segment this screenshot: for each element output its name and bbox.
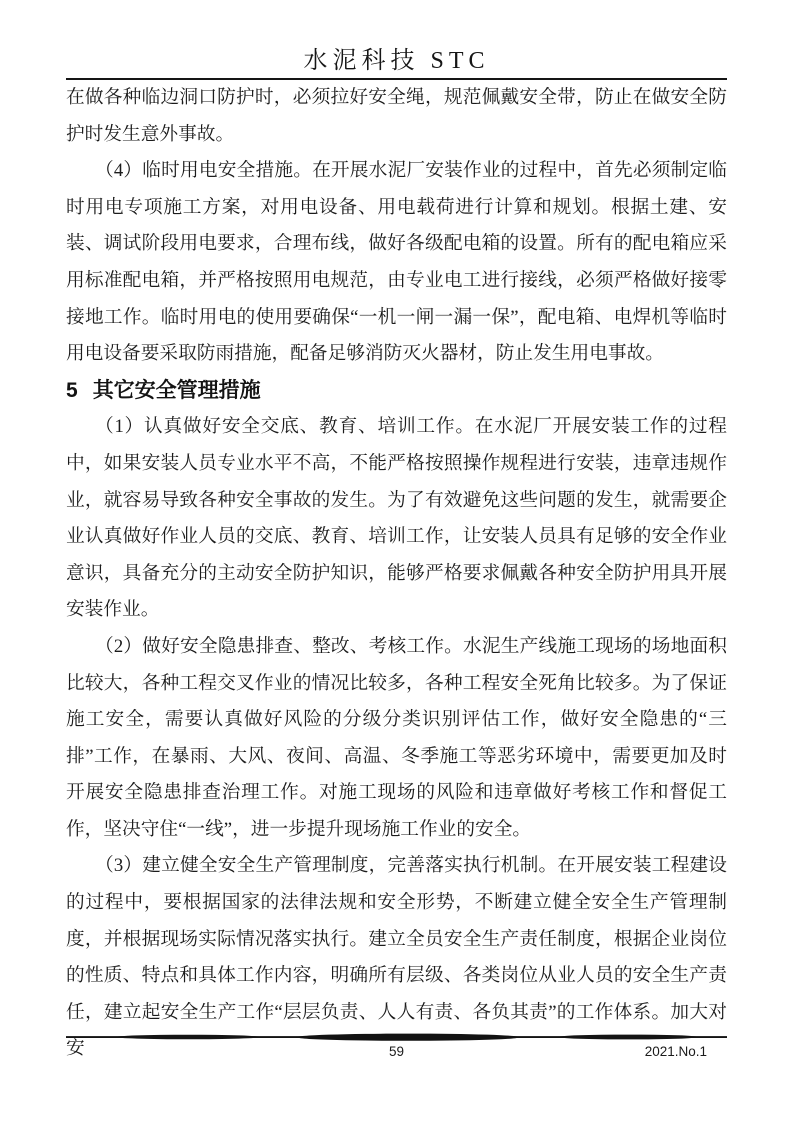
journal-title: 水泥科技 STC [303,48,490,74]
page-content [66,44,727,1068]
page-footer [66,1033,727,1061]
section-title: 其它安全管理措施 [92,378,261,402]
paragraph-item-2: （2）做好安全隐患排查、整改、考核工作。水泥生产线施工现场的场地面积比较大，各种工程交叉作业的情况比较多，各种工程安全死角比较多。为了保证施工安全，需要认真做好风险的分级分类识别评估工作，做好安全隐患的“三排”工作，在暴雨、大风、夜间、高温、冬季施工等恶劣环境中，需要更加及时开展安全隐患排查治理工作。对施工现场的风险和违章做好考核工作和督促工作，坚决守住“一线”，进一步提升现场施工作业的安全。 [66,635,727,840]
footer-rule [66,1033,727,1042]
paragraph-item-1: （1）认真做好安全交底、教育、培训工作。在水泥厂开展安装工作的过程中，如果安装人员专业水平不高，不能严格按照操作规程进行安装，违章违规作业，就容易导致各种安全事故的发生。为了有效避免这些问题的发生，就需要企业认真做好作业人员的交底、教育、培训工作，让安装人员具有足够的安全作业意识，具备充分的主动安全防护知识，能够严格要求佩戴各种安全防护用具开展安装作业。 [66,416,727,621]
document-body [66,80,727,1068]
section-number: 5 [66,378,78,402]
section-heading [66,373,727,410]
footer-row [66,1043,727,1061]
paragraph-item-3: （3）建立健全安全生产管理制度，完善落实执行机制。在开展安装工程建设的过程中，要根据国家的法律法规和安全形势，不断建立健全安全生产管理制度，并根据现场实际情况落实执行。建立全员安全生产责任制度，根据企业岗位的性质、特点和具体工作内容，明确所有层级、各类岗位从业人员的安全生产责任，建立起安全生产工作“层层负责、人人有责、各负其责”的工作体系。加大对安 [66,855,727,1060]
paragraph-continuation: 在做各种临边洞口防护时，必须拉好安全绳，规范佩戴安全带，防止在做安全防护时发生意外事故。 [66,87,727,145]
page-number: 59 [388,1044,405,1059]
issue-label: 2021.No.1 [644,1044,707,1059]
paragraph-item-4: （4）临时用电安全措施。在开展水泥厂安装作业的过程中，首先必须制定临时用电专项施工方案，对用电设备、用电载荷进行计算和规划。根据土建、安装、调试阶段用电要求，合理布线，做好各级配电箱的设置。所有的配电箱应采用标准配电箱，并严格按照用电规范，由专业电工进行接线，必须严格做好接零接地工作。临时用电的使用要确保“一机一闸一漏一保”，配电箱、电焊机等临时用电设备要采取防雨措施，配备足够消防灭火器材，防止发生用电事故。 [66,160,727,365]
